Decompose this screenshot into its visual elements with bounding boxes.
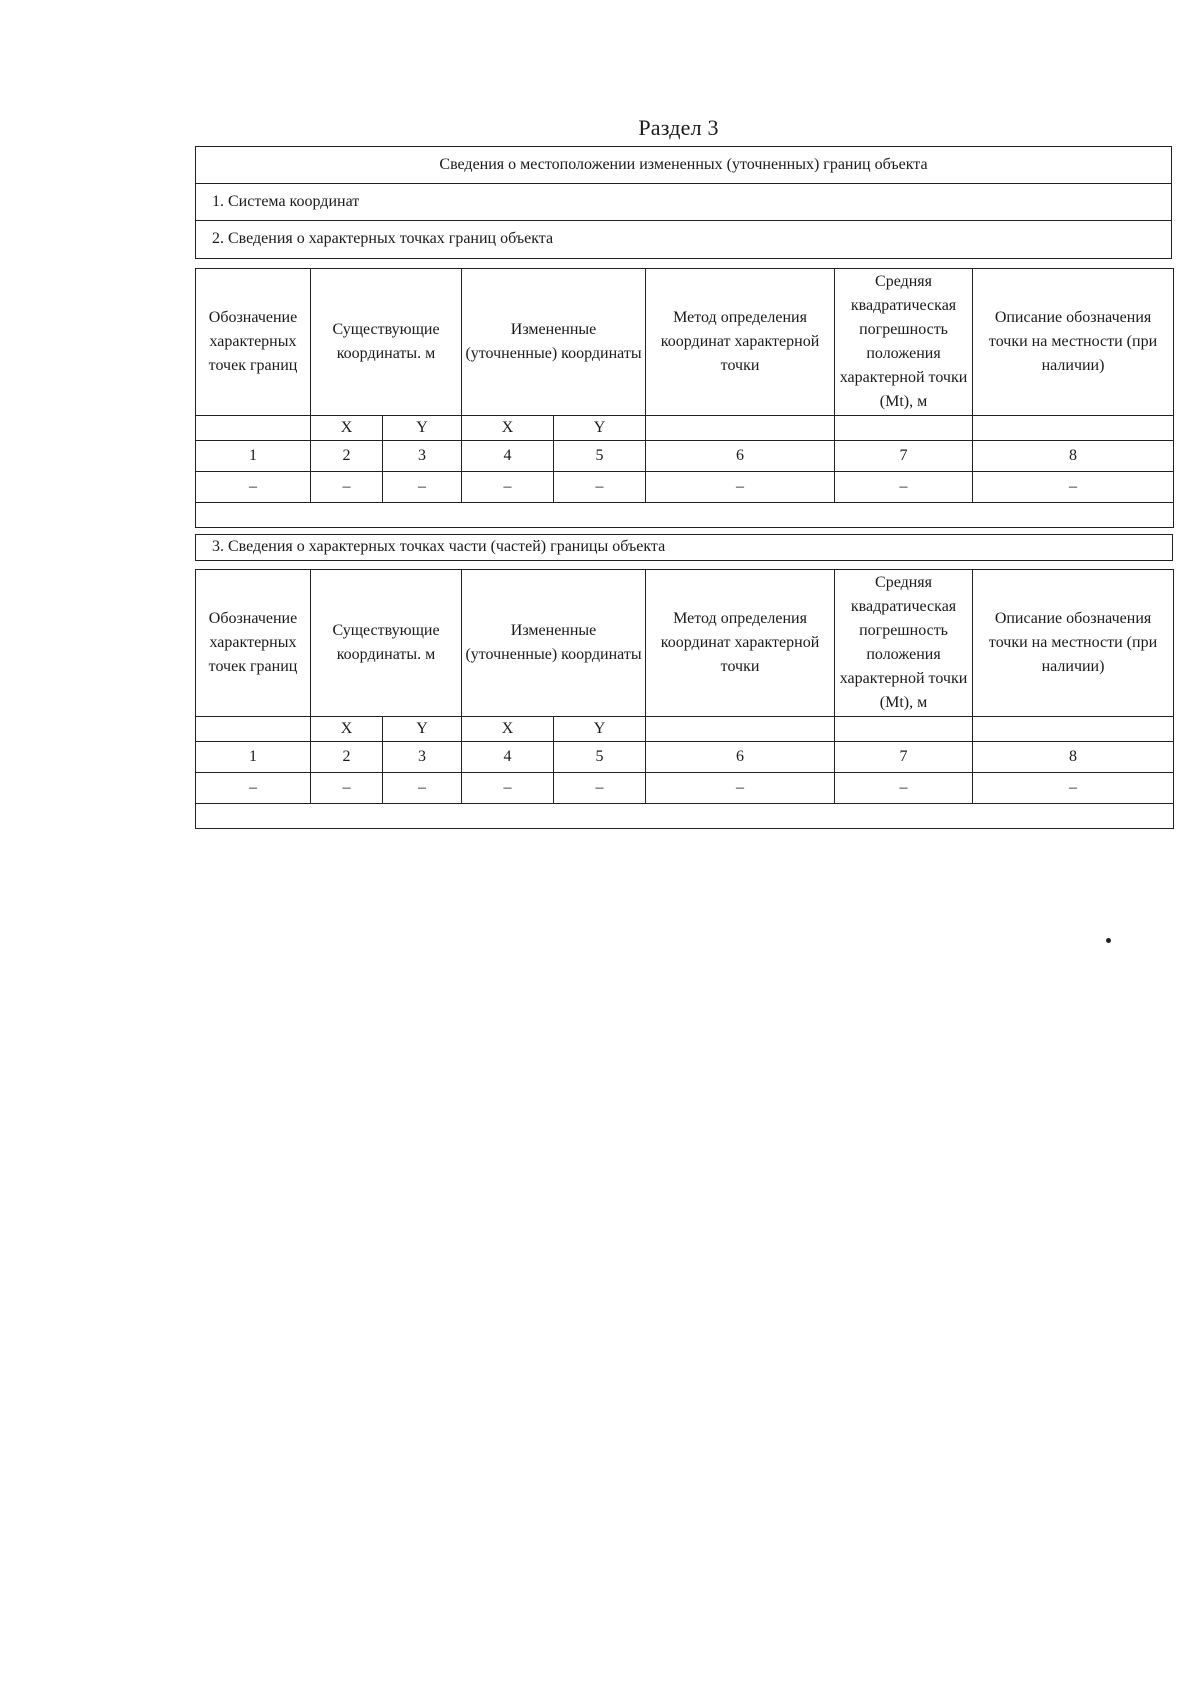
table-row bbox=[196, 773, 1174, 804]
column-number-row bbox=[196, 441, 1174, 472]
table-cell: – bbox=[311, 773, 383, 804]
col-number: 6 bbox=[646, 742, 835, 773]
axis-x: X bbox=[462, 416, 554, 441]
section-header: Сведения о местоположении измененных (уточненных) границ объекта bbox=[196, 147, 1171, 184]
col-description: Описание обозначения точки на местности (при наличии) bbox=[973, 570, 1174, 717]
axis-row bbox=[196, 717, 1174, 742]
table-cell: – bbox=[462, 773, 554, 804]
section-frame bbox=[195, 146, 1172, 259]
axis-x: X bbox=[311, 416, 383, 441]
empty-row bbox=[196, 503, 1174, 528]
table-cell: – bbox=[835, 472, 973, 503]
col-point-designation: Обозначение характерных точек границ bbox=[196, 570, 311, 717]
table-cell: – bbox=[835, 773, 973, 804]
table-cell: – bbox=[311, 472, 383, 503]
col-number: 7 bbox=[835, 441, 973, 472]
boundary-points-table bbox=[195, 268, 1174, 528]
col-number: 3 bbox=[383, 441, 462, 472]
empty-row bbox=[196, 804, 1174, 829]
axis-y: Y bbox=[554, 717, 646, 742]
table-cell: – bbox=[973, 773, 1174, 804]
col-number: 3 bbox=[383, 742, 462, 773]
col-method: Метод определения координат характерной точки bbox=[646, 570, 835, 717]
table-cell: – bbox=[554, 773, 646, 804]
axis-row bbox=[196, 416, 1174, 441]
table-header-row bbox=[196, 269, 1174, 416]
col-number: 1 bbox=[196, 742, 311, 773]
coordinate-system-row: 1. Система координат bbox=[196, 184, 1171, 221]
col-number: 8 bbox=[973, 742, 1174, 773]
col-number: 7 bbox=[835, 742, 973, 773]
axis-y: Y bbox=[383, 416, 462, 441]
col-number: 4 bbox=[462, 742, 554, 773]
col-mean-error: Средняя квадратическая погрешность положения характерной точки (Mt), м bbox=[835, 269, 973, 416]
table-cell: – bbox=[646, 472, 835, 503]
table-header-row bbox=[196, 570, 1174, 717]
table-cell: – bbox=[646, 773, 835, 804]
axis-x: X bbox=[311, 717, 383, 742]
table-row bbox=[196, 472, 1174, 503]
page-title: Раздел 3 bbox=[638, 115, 719, 140]
col-point-designation: Обозначение характерных точек границ bbox=[196, 269, 311, 416]
table-cell: – bbox=[383, 773, 462, 804]
axis-y: Y bbox=[383, 717, 462, 742]
table-cell: – bbox=[383, 472, 462, 503]
col-existing-coords: Существующие координаты. м bbox=[311, 570, 462, 717]
scan-speck bbox=[1106, 938, 1111, 943]
part-boundary-points-table bbox=[195, 569, 1174, 829]
col-number: 8 bbox=[973, 441, 1174, 472]
col-existing-coords: Существующие координаты. м bbox=[311, 269, 462, 416]
axis-x: X bbox=[462, 717, 554, 742]
table-cell: – bbox=[196, 472, 311, 503]
boundary-points-heading: 2. Сведения о характерных точках границ объекта bbox=[212, 230, 554, 247]
col-number: 6 bbox=[646, 441, 835, 472]
col-number: 2 bbox=[311, 742, 383, 773]
col-number: 1 bbox=[196, 441, 311, 472]
col-changed-coords: Измененные (уточненные) координаты bbox=[462, 269, 646, 416]
col-number: 5 bbox=[554, 742, 646, 773]
col-method: Метод определения координат характерной точки bbox=[646, 269, 835, 416]
part-boundary-heading: 3. Сведения о характерных точках части (частей) границы объекта bbox=[195, 534, 1173, 561]
col-changed-coords: Измененные (уточненные) координаты bbox=[462, 570, 646, 717]
col-description: Описание обозначения точки на местности (при наличии) bbox=[973, 269, 1174, 416]
table-cell: – bbox=[196, 773, 311, 804]
table-cell: – bbox=[554, 472, 646, 503]
table-cell: – bbox=[462, 472, 554, 503]
col-number: 4 bbox=[462, 441, 554, 472]
col-mean-error: Средняя квадратическая погрешность положения характерной точки (Mt), м bbox=[835, 570, 973, 717]
col-number: 5 bbox=[554, 441, 646, 472]
axis-y: Y bbox=[554, 416, 646, 441]
column-number-row bbox=[196, 742, 1174, 773]
table-cell: – bbox=[973, 472, 1174, 503]
col-number: 2 bbox=[311, 441, 383, 472]
